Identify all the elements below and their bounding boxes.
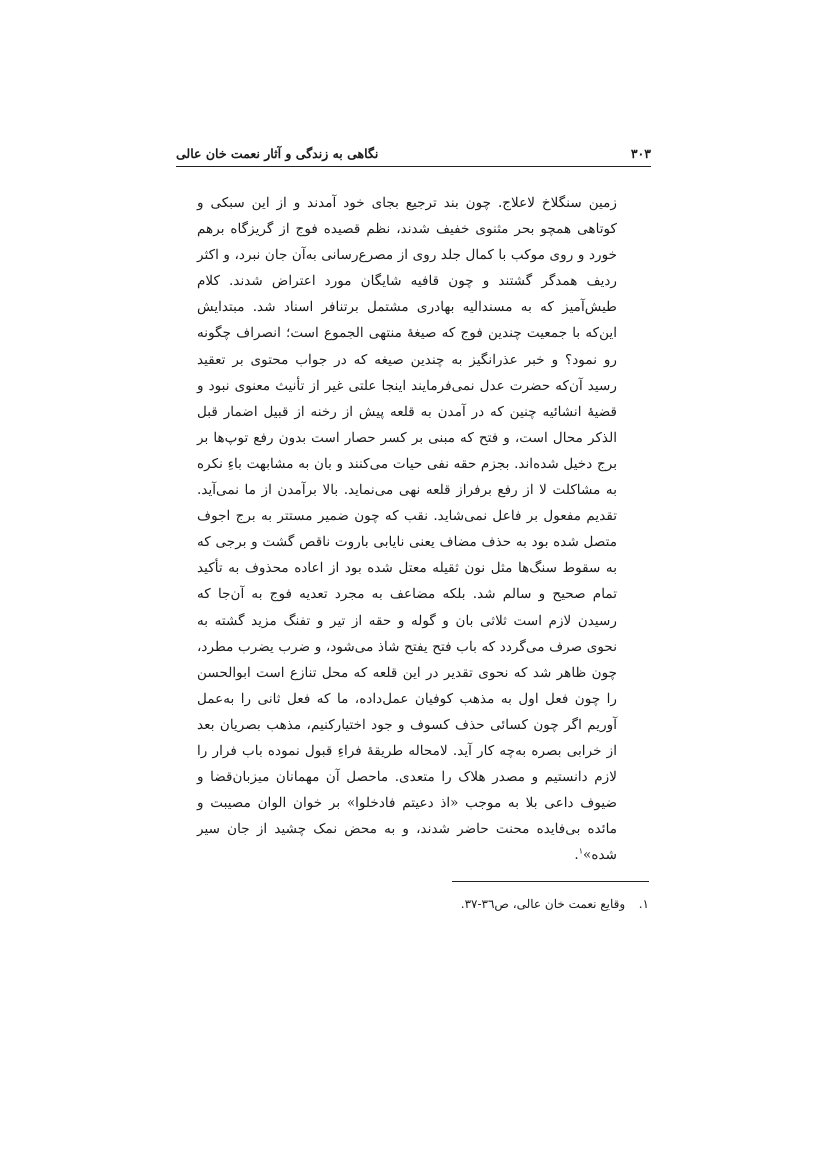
header-divider [176,166,651,167]
footnote-divider [452,881,649,882]
body-text [197,190,617,868]
running-header [176,146,651,168]
running-title: نگاهی به زندگی و آثار نعمت خان عالی [176,146,379,161]
footnote [229,895,649,913]
paragraph-text: زمین سنگلاخ لاعلاج. چون بند ترجیع بجای خود آمدند و از این سبکی و کوتاهی همچو بحر مثنوی خفیف شدند، نظم قصیده فوج از گریزگاه برهم خورد و روی موکب با کمال جلد روی از مصرع‌رسانی به‌آن جان نبرد، و اکثر ردیف همدگر گشتند و چون قافیه شایگان مورد اعتراض شدند. کلام طیش‌آمیز که به مسندالیه بهادری مشتمل برتنافر اسناد شد. مبتدایش این‌که با جمعیت چندین فوج که صیغهٔ منتهی الجموع است؛ انصراف چگونه رو نمود؟ و خبر عذرانگیز به چندین صیغه که در جواب محتوی بر تعقید رسید آن‌که حضرت عدل نمی‌فرمایند اینجا علتی غیر از تأنیث معنوی نبود و قضیهٔ انشائیه چنین که در آمدن به قلعه پیش از رخنه از قبیل اضمار قبل الذکر محال است، و فتح که مبنی بر کسر حصار است بدون رفع توپ‌ها بر برج دخیل شده‌اند. بجزم حقه نفی حیات می‌کنند و بان به مشابهت باءِ نکره به مشاکلت لا از رفع برفراز قلعه نهی می‌نماید. بالا برآمدن از ما نمی‌آید. تقدیم مفعول بر فاعل نمی‌شاید. نقب که چون ضمیر مستتر به برج اجوف متصل شده بود به حذف مضاف یعنی نایابی باروت ناقص گشت و برجی که به سقوط سنگ‌ها مثل نون ثقیله معتل شده بود از اعاده محذوف به تأکید تمام صحیح و سالم شد. بلکه مضاعف به مجرد تعدیه فوج به آن‌جا که رسیدن لازم است ثلاثی بان و گوله و حقه از تیر و تفنگ مزید گشته به نحوی صرف می‌گردد که باب فتح یفتح شاذ می‌شود، و ضرب یضرب مطرد، چون ظاهر شد که نحوی تقدیر در این قلعه که محل تنازع است ابوالحسن را چون فعل اول به مذهب کوفیان عمل‌داده، ما که فعل ثانی را به‌عمل آوریم اگر چون کسائی حذف کسوف و جود اختیارکنیم، مذهب بصریان بعد از خرابی بصره به‌چه کار آید. لامحاله طریقهٔ فراءِ قبول نموده باب فرار را لازم دانستیم و مصدر هلاک را متعدی. ماحصل آن مهمانان میزبان‌قضا و ضیوف داعی بلا به موجب «اذ دعیتم فادخلوا» بر خوان الوان مصیبت و مائده بی‌فایده محنت حاضر شدند، و به محض نمک چشید از جان سیر شده» [197,195,617,864]
footnote-reference[interactable]: ۱ [578,846,584,856]
footnote-number: ۱. [638,897,649,911]
footnote-text: وقایع نعمت خان عالی، ص۳٦-۳۷. [460,897,626,911]
main-paragraph [197,190,617,868]
paragraph-end: . [574,847,579,864]
page-number: ۳۰۳ [630,146,651,161]
